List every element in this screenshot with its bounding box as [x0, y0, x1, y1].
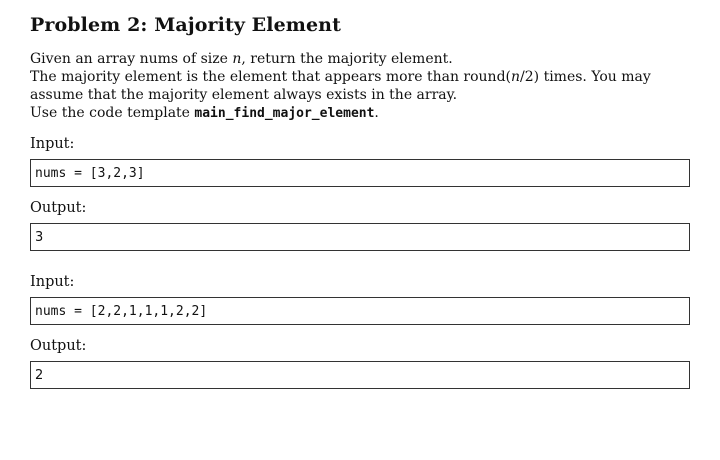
desc-line1-post: , return the majority element.: [241, 51, 453, 67]
desc-line2-var: n: [511, 69, 521, 85]
example-1-output-label: Output:: [30, 200, 87, 216]
desc-line1-pre: Given an array nums of size: [30, 51, 233, 67]
desc-line2-post: /2) times. You may assume that the majority element always exists in the array.: [30, 69, 651, 103]
problem-page: [30, 14, 690, 389]
example-2-input-value: nums = [2,2,1,1,1,2,2]: [35, 303, 208, 319]
example-1-input-box: [30, 159, 690, 187]
example-2-output-value: 2: [35, 367, 44, 383]
desc-line2-pre: The majority element is the element that appears more than round(: [30, 69, 511, 85]
code-template-name: main_find_major_element: [194, 106, 375, 121]
example-1-output-value: 3: [35, 229, 44, 245]
example-2-input-label: Input:: [30, 274, 75, 290]
example-1-input-label: Input:: [30, 136, 75, 152]
example-2-output-label: Output:: [30, 338, 87, 354]
example-2: [30, 273, 690, 389]
example-2-input-box: [30, 297, 690, 325]
example-1: [30, 135, 690, 251]
example-1-input-value: nums = [3,2,3]: [35, 165, 145, 181]
example-1-output-box: [30, 223, 690, 251]
desc-line1-var: n: [232, 51, 242, 67]
desc-line3-post: .: [374, 105, 379, 121]
example-2-output-box: [30, 361, 690, 389]
problem-title: Problem 2: Majority Element: [30, 14, 341, 36]
desc-line3-pre: Use the code template: [30, 105, 195, 121]
problem-description: [30, 50, 690, 123]
